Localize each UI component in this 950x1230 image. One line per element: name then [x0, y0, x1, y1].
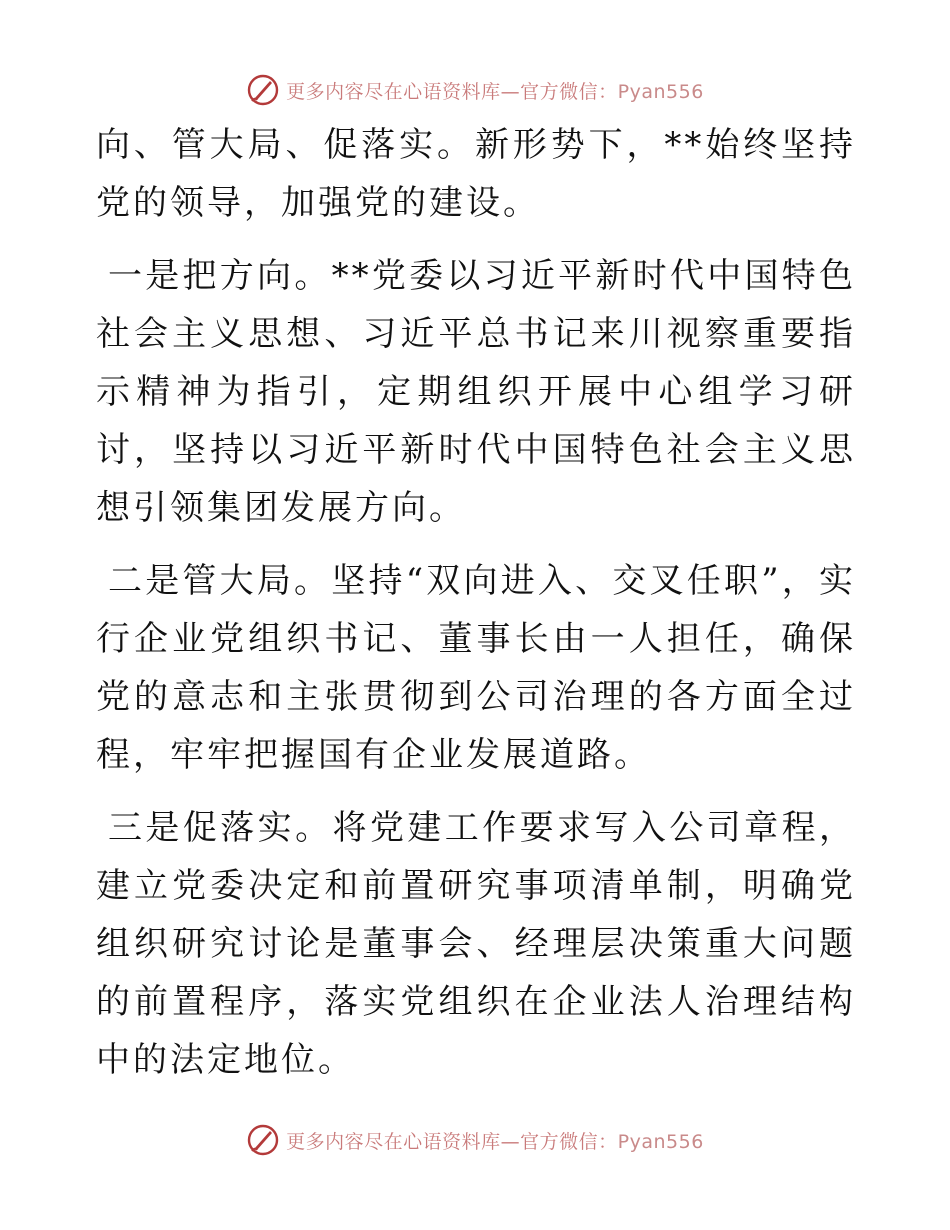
watermark-text — [286, 1127, 704, 1154]
quill-pen-logo-icon — [246, 1123, 280, 1157]
paragraph-direction: 一是把方向。**党委以习近平新时代中国特色社会主义思想、习近平总书记来川视察重要指示精神为指引，定期组织开展中心组学习研讨，坚持以习近平新时代中国特色社会主义思想引领集团发展方向。 — [96, 256, 856, 528]
paragraph-implementation: 三是促落实。将党建工作要求写入公司章程，建立党委决定和前置研究事项清单制，明确党组织研究讨论是董事会、经理层决策重大问题的前置程序，落实党组织在企业法人治理结构中的法定地位。 — [96, 808, 856, 1080]
quill-pen-logo-icon — [246, 73, 280, 107]
watermark-wechat-id: Pyan556 — [617, 1130, 704, 1153]
footer-watermark — [0, 1120, 950, 1160]
document-body — [96, 116, 856, 1089]
watermark-label: 更多内容尽在心语资料库—官方微信： — [286, 80, 618, 103]
paragraph-overall-situation: 二是管大局。坚持“双向进入、交叉任职”，实行企业党组织书记、董事长由一人担任，确保党的意志和主张贯彻到公司治理的各方面全过程，牢牢把握国有企业发展道路。 — [96, 561, 856, 775]
header-watermark — [0, 70, 950, 110]
watermark-wechat-id: Pyan556 — [617, 80, 704, 103]
paragraph-intro: 向、管大局、促落实。新形势下，**始终坚持党的领导，加强党的建设。 — [96, 125, 856, 223]
watermark-label: 更多内容尽在心语资料库—官方微信： — [286, 1130, 618, 1153]
watermark-text — [286, 77, 704, 104]
